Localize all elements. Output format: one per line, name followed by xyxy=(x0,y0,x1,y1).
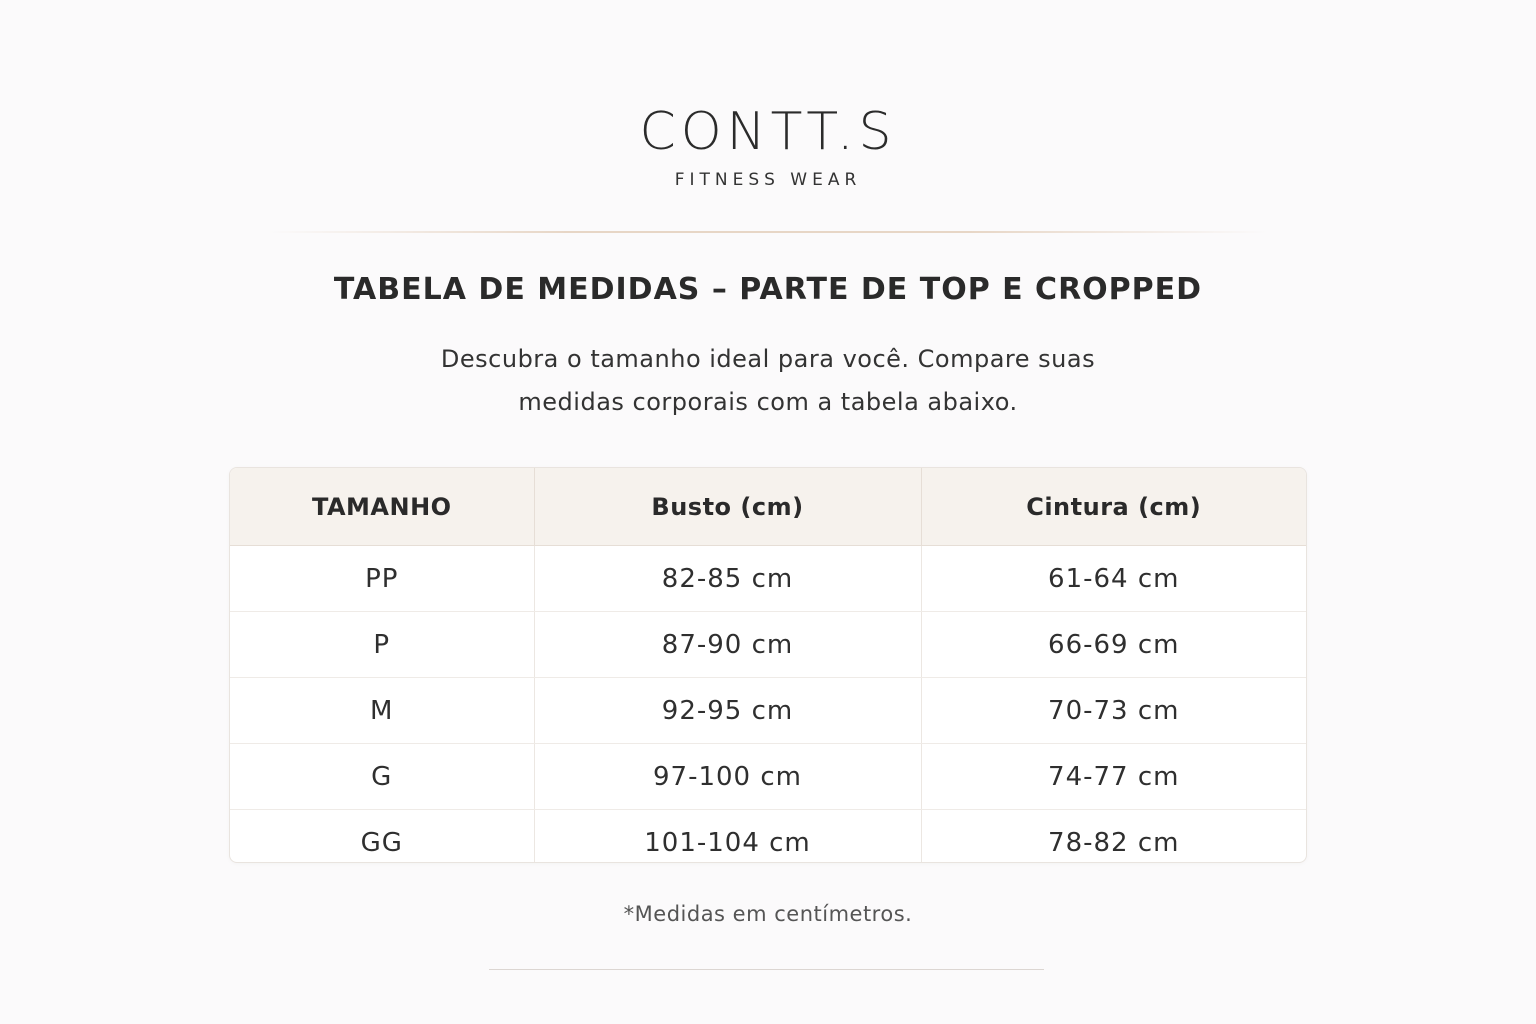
size-table-container xyxy=(229,467,1307,863)
page-subtitle xyxy=(318,338,1218,424)
header-size: TAMANHO xyxy=(230,468,534,546)
brand-logo xyxy=(0,100,1536,190)
cell-size: GG xyxy=(230,810,534,864)
top-divider xyxy=(268,231,1268,233)
cell-waist: 66-69 cm xyxy=(921,612,1306,678)
table-row xyxy=(230,678,1306,744)
cell-waist: 78-82 cm xyxy=(1048,827,1180,858)
brand-name: CONTT.S xyxy=(639,102,897,162)
cell-bust: 82-85 cm xyxy=(534,546,921,612)
subtitle-line-1: Descubra o tamanho ideal para você. Compare suas xyxy=(440,345,1096,373)
cell-waist: 74-77 cm xyxy=(921,744,1306,810)
page-title: TABELA DE MEDIDAS – PARTE DE TOP E CROPPED xyxy=(333,272,1203,307)
cell-bust: 101-104 cm xyxy=(534,810,921,864)
size-table xyxy=(230,468,1306,863)
cell-size: P xyxy=(230,612,534,678)
footnote: *Medidas em centímetros. xyxy=(623,902,913,926)
cell-bust: 92-95 cm xyxy=(534,678,921,744)
table-header-row xyxy=(230,468,1306,546)
table-row xyxy=(230,546,1306,612)
cell-waist: 70-73 cm xyxy=(921,678,1306,744)
table-row xyxy=(230,744,1306,810)
subtitle-line-2: medidas corporais com a tabela abaixo. xyxy=(518,388,1018,416)
cell-bust: 87-90 cm xyxy=(534,612,921,678)
cell-size: G xyxy=(230,744,534,810)
cell-size: M xyxy=(230,678,534,744)
cell-size: PP xyxy=(230,546,534,612)
cell-waist: 61-64 cm xyxy=(921,546,1306,612)
header-bust: Busto (cm) xyxy=(534,468,921,546)
cell-bust: 97-100 cm xyxy=(534,744,921,810)
table-row xyxy=(230,612,1306,678)
bottom-divider xyxy=(489,969,1044,970)
brand-tagline: FITNESS WEAR xyxy=(674,170,862,190)
header-waist: Cintura (cm) xyxy=(921,468,1306,546)
table-row xyxy=(230,810,1306,864)
